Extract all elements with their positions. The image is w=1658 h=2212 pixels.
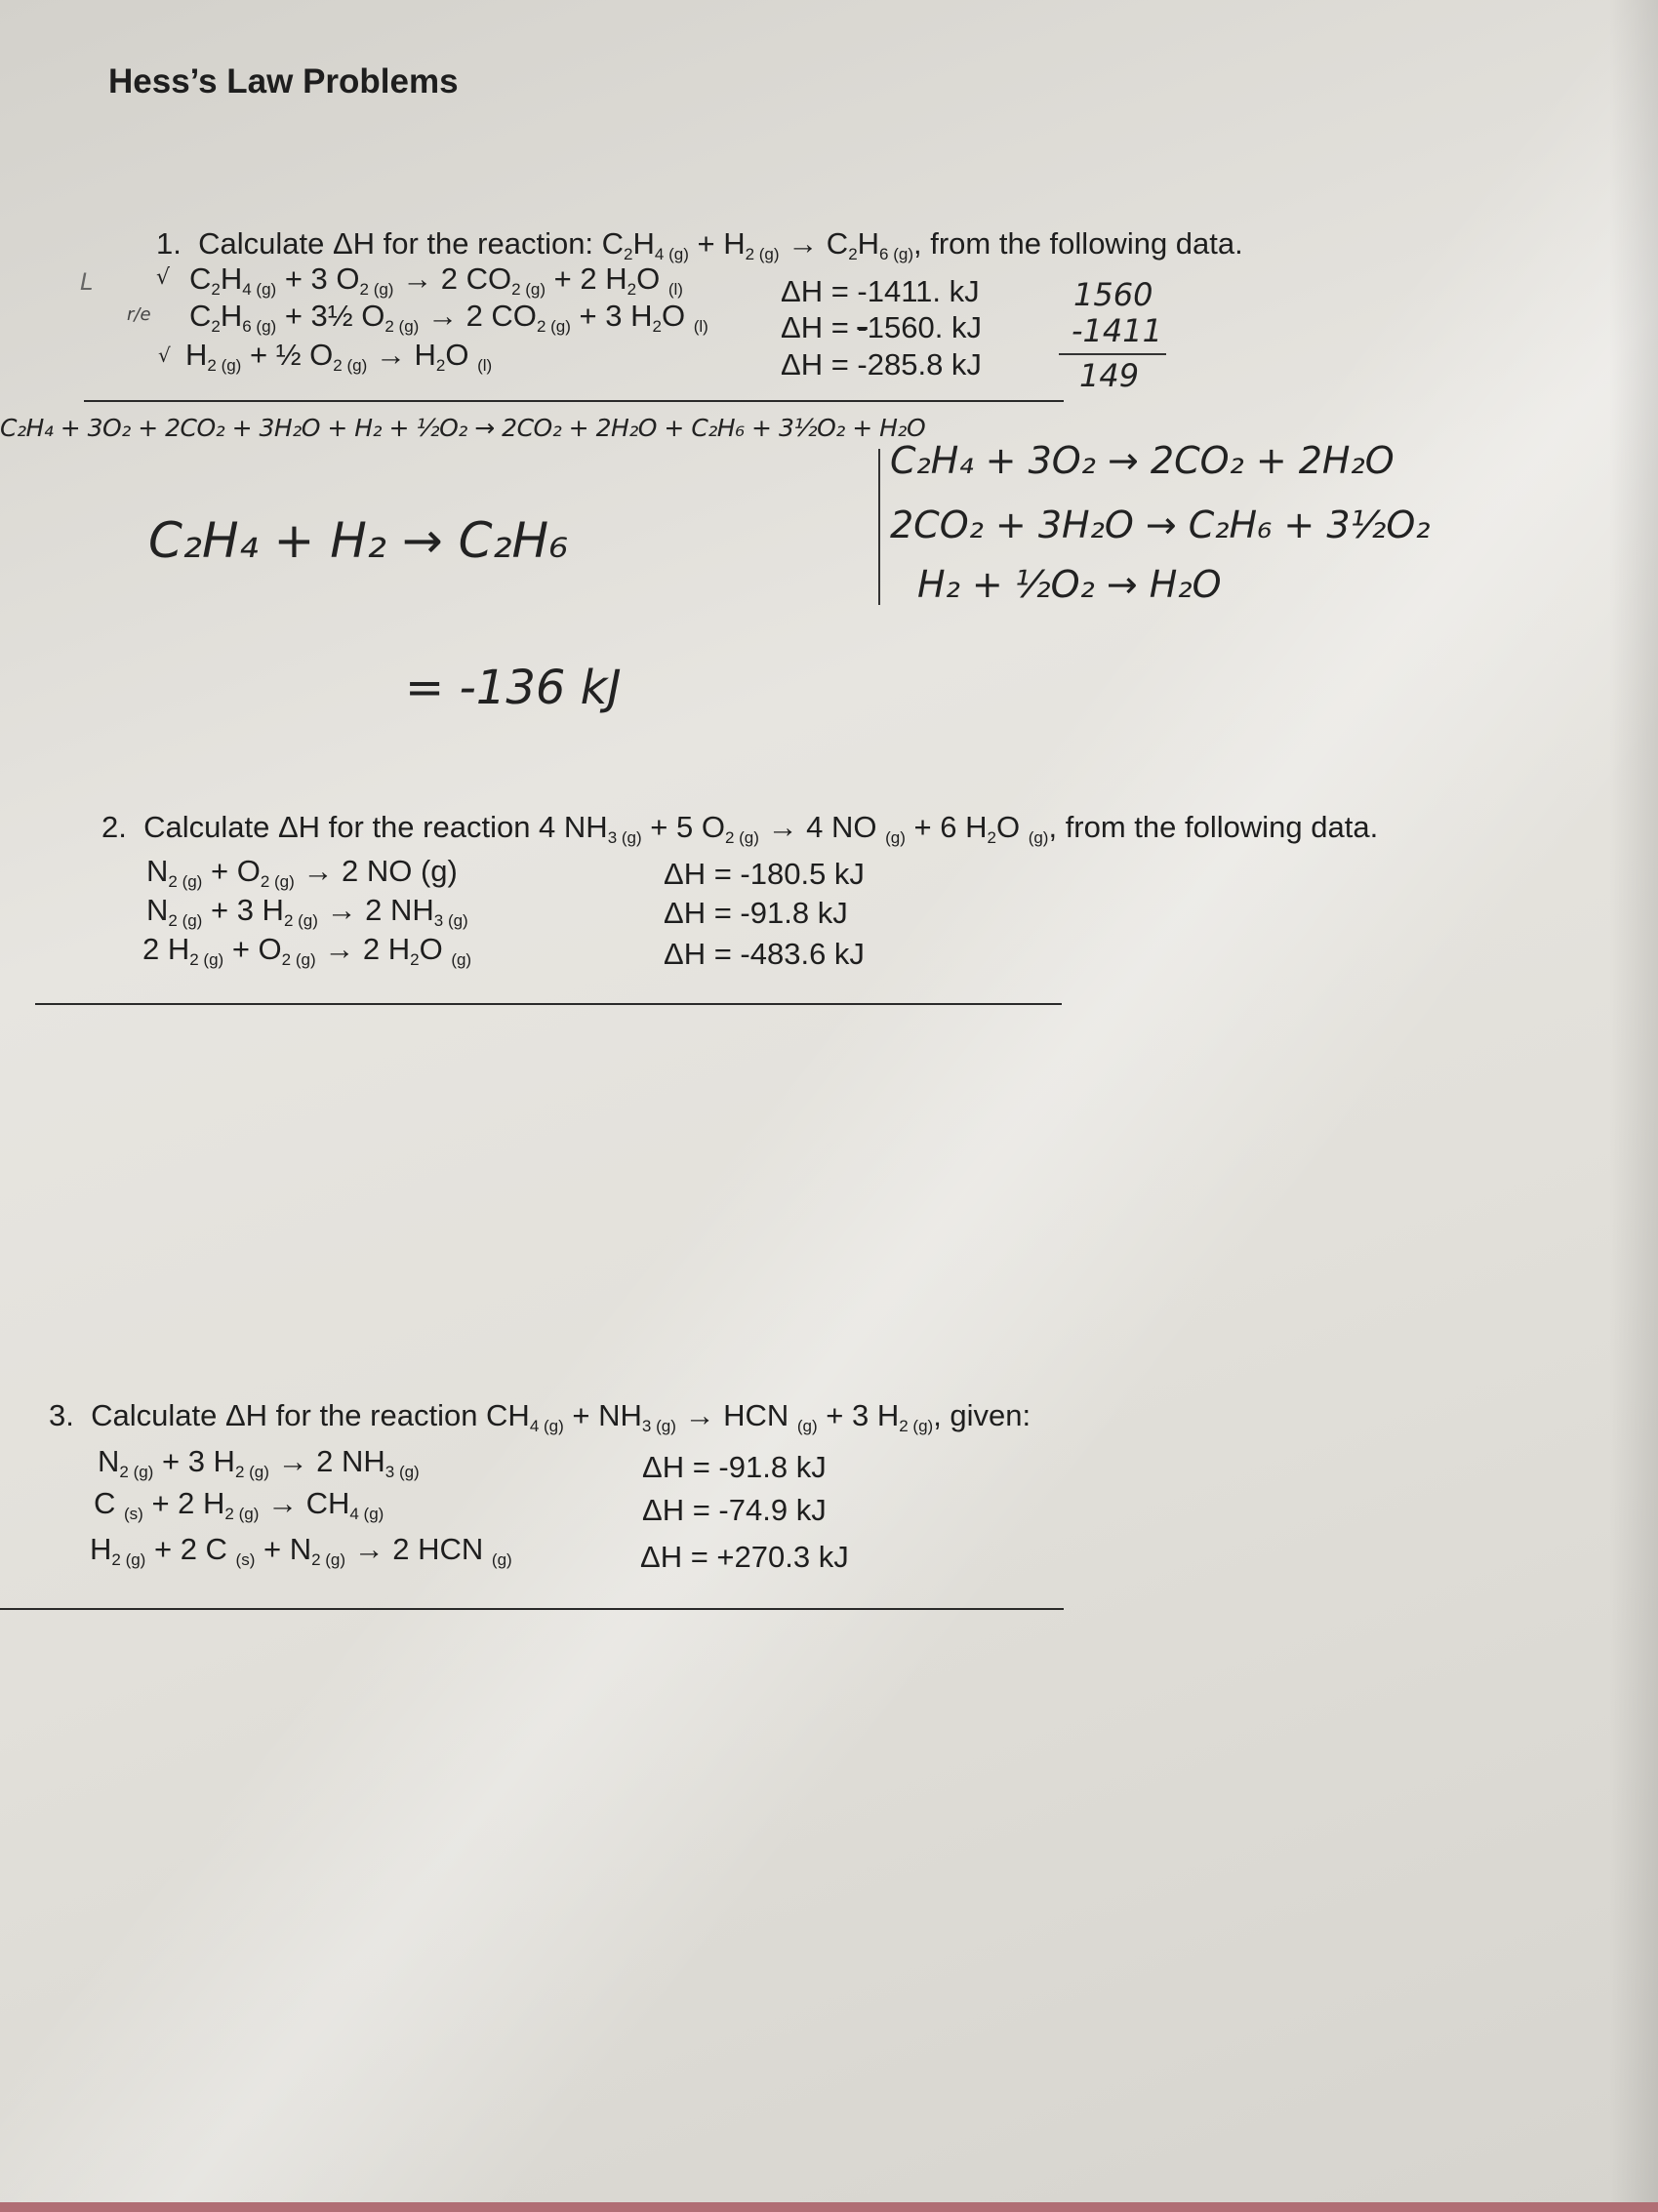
page-shadow xyxy=(1609,0,1658,2212)
problem-number: 3. xyxy=(49,1398,74,1432)
enthalpy-1-2: ΔH = -1560. kJ xyxy=(781,310,982,344)
page-bottom-edge xyxy=(0,2202,1658,2212)
answer-rule-1 xyxy=(84,400,1064,402)
equation-3-3: $H_{2 (g)} + 2$ C $_{(s)} + N_{2 (g)} \to 2$ HCN $_{(g)}$ xyxy=(90,1532,512,1569)
prompt-text: Calculate ΔH for the reaction 4 NH xyxy=(143,810,608,844)
handwritten-step-2: 2CO₂ + 3H₂O → C₂H₆ + 3½O₂ xyxy=(890,503,1431,546)
prompt-text: Calculate ΔH for the reaction CH xyxy=(91,1398,530,1432)
prompt-suffix: , from the following data. xyxy=(1048,810,1379,844)
prompt-text: Calculate ΔH for the reaction: C xyxy=(198,226,625,261)
equation-1-2: $C_2H_{6 (g)}$ + 3½ $O_{2 (g)} \to 2$ $CO_{2 (g)} + 3$ $H_2O$ $_{(l)}$ xyxy=(189,299,708,336)
handwritten-answer: = -136 kJ xyxy=(405,661,622,715)
enthalpy-1-1: ΔH = -1411. kJ xyxy=(781,274,980,308)
problem-3-prompt: 3. Calculate ΔH for the reaction $CH_{4 (g)} + NH_{3 (g)}$ → HCN $_{(g)}$ + 3 $H_{2 (g)}$, given: xyxy=(49,1398,1031,1435)
enthalpy-2-3: ΔH = -483.6 kJ xyxy=(664,937,865,971)
prompt-suffix: , from the following data. xyxy=(913,226,1243,261)
work-bracket xyxy=(878,449,880,605)
equation-1-1: $C_2H_{4 (g)} + 3$ $O_{2 (g)} \to 2$ $CO_{2 (g)} + 2$ $H_2O$ $_{(l)}$ xyxy=(189,261,683,299)
handwritten-step-1: C₂H₄ + 3O₂ → 2CO₂ + 2H₂O xyxy=(890,439,1395,482)
enthalpy-3-3: ΔH = +270.3 kJ xyxy=(640,1540,849,1574)
problem-1-prompt: 1. Calculate ΔH for the reaction: $C_2H_{4 (g)} + H_{2 (g)} \to C_2H_{6 (g)}$, from the following data. xyxy=(156,226,1243,263)
equation-2-2: $N_{2 (g)} + 3$ $H_{2 (g)} \to 2$ $NH_{3 (g)}$ xyxy=(146,893,468,930)
side-calc-line-1: 1560 xyxy=(1073,276,1153,313)
equation-2-3: 2 $H_{2 (g)} + O_{2 (g)} \to 2$ $H_2O$ $_{(g)}$ xyxy=(142,932,472,969)
side-calc-rule xyxy=(1059,353,1166,355)
equation-3-2: C $_{(s)}$ + 2 $H_{2 (g)} \to CH_{4 (g)}$ xyxy=(94,1486,384,1523)
handwritten-step-3: H₂ + ½O₂ → H₂O xyxy=(917,563,1222,606)
handwritten-target-reaction: C₂H₄ + H₂ → C₂H₆ xyxy=(148,512,569,569)
page-title: Hess’s Law Problems xyxy=(108,62,459,101)
enthalpy-2-1: ΔH = -180.5 kJ xyxy=(664,857,865,891)
enthalpy-1-3: ΔH = -285.8 kJ xyxy=(781,347,982,382)
answer-rule-2 xyxy=(35,1003,1062,1005)
problem-number: 2. xyxy=(101,810,127,844)
enthalpy-2-2: ΔH = -91.8 kJ xyxy=(664,896,848,930)
enthalpy-3-2: ΔH = -74.9 kJ xyxy=(642,1493,827,1527)
side-calc-line-2: -1411 xyxy=(1072,312,1162,349)
margin-mark: L xyxy=(80,268,94,296)
side-calc-line-3: 149 xyxy=(1079,357,1140,394)
equation-3-1: $N_{2 (g)} + 3$ $H_{2 (g)} \to 2$ $NH_{3 (g)}$ xyxy=(98,1444,420,1481)
handwritten-summed-equation: C₂H₄ + 3O₂ + 2CO₂ + 3H₂O + H₂ + ½O₂ → 2CO₂ + 2H₂O + C₂H₆ + 3½O₂ + H₂O xyxy=(0,414,926,442)
margin-note: r/e xyxy=(127,304,151,325)
prompt-suffix: , given: xyxy=(933,1398,1031,1432)
problem-number: 1. xyxy=(156,226,182,261)
equation-2-1: $N_{2 (g)} + O_{2 (g)} \to 2$ NO (g) xyxy=(146,854,458,891)
equation-1-3: $H_{2 (g)}$ + ½ $O_{2 (g)} \to H_2O$ $_{(l)}$ xyxy=(185,338,493,375)
check-mark: √ xyxy=(156,265,171,290)
enthalpy-3-1: ΔH = -91.8 kJ xyxy=(642,1450,827,1484)
problem-2-prompt: 2. Calculate ΔH for the reaction 4 $NH_{3 (g)} + 5$ $O_{2 (g)} \to 4$ NO $_{(g)}$ + 6 $H_2O$ $_{(g)}$, from the following data. xyxy=(101,810,1379,847)
answer-rule-3 xyxy=(0,1608,1064,1610)
check-mark: √ xyxy=(158,343,171,367)
